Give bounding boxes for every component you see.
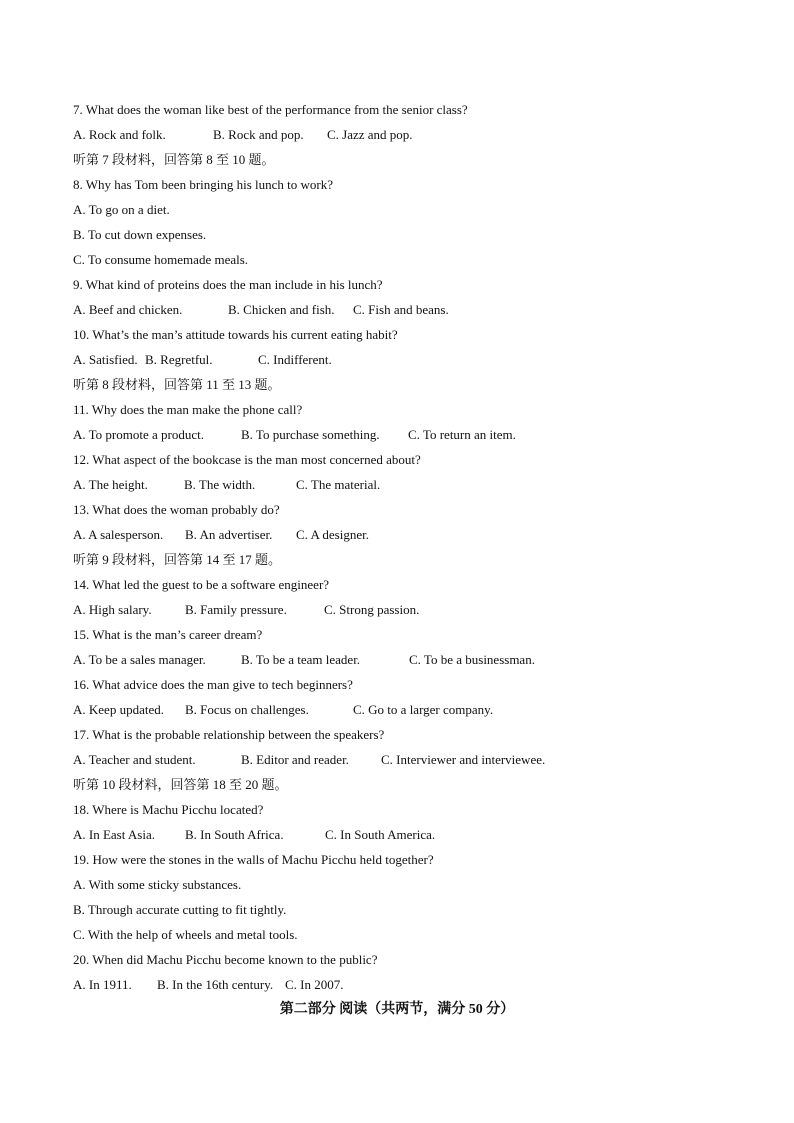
question-line: 7. What does the woman like best of the performance from the senior class?: [73, 102, 468, 117]
answer-option: C. Go to a larger company.: [353, 702, 494, 717]
question-line: C. To consume homemade meals.: [73, 252, 249, 267]
answer-option: B. To purchase something.: [241, 427, 380, 442]
question-line: 20. When did Machu Picchu become known to the public?: [73, 952, 378, 967]
answer-option: C. Strong passion.: [324, 602, 420, 617]
question-line: A. With some sticky substances.: [73, 877, 242, 892]
answer-option: B. Chicken and fish.: [228, 302, 335, 317]
answer-option: A. Beef and chicken.: [73, 302, 183, 317]
question-line: B. To cut down expenses.: [73, 227, 207, 242]
question-line: 10. What’s the man’s attitude towards his current eating habit?: [73, 327, 398, 342]
question-line: 听第 10 段材料，回答第 18 至 20 题。: [73, 777, 288, 792]
answer-option: A. Keep updated.: [73, 702, 164, 717]
answer-option: B. The width.: [184, 477, 256, 492]
question-line: 19. How were the stones in the walls of Machu Picchu held together?: [73, 852, 434, 867]
answer-options: [73, 972, 753, 997]
answer-option: A. Satisfied.: [73, 352, 138, 367]
question-line: 9. What kind of proteins does the man include in his lunch?: [73, 277, 383, 292]
question-line: 14. What led the guest to be a software engineer?: [73, 577, 330, 592]
answer-option: B. Family pressure.: [185, 602, 287, 617]
answer-option: C. Fish and beans.: [353, 302, 449, 317]
answer-option: C. The material.: [296, 477, 381, 492]
question-line: 13. What does the woman probably do?: [73, 502, 280, 517]
answer-option: A. Rock and folk.: [73, 127, 166, 142]
answer-option: A. A salesperson.: [73, 527, 164, 542]
answer-options: [73, 697, 753, 722]
answer-options: [73, 597, 753, 622]
answer-option: B. Regretful.: [145, 352, 213, 367]
question-line: 听第 8 段材料，回答第 11 至 13 题。: [73, 377, 281, 392]
question-line: 听第 7 段材料，回答第 8 至 10 题。: [73, 152, 275, 167]
section-heading: 第二部分 阅读（共两节，满分 50 分）: [279, 1002, 515, 1017]
answer-option: C. Indifferent.: [258, 352, 332, 367]
answer-option: C. In South America.: [325, 827, 436, 842]
question-line: B. Through accurate cutting to fit tightly.: [73, 902, 287, 917]
answer-options: [73, 472, 753, 497]
answer-option: A. To be a sales manager.: [73, 652, 206, 667]
answer-options: [73, 347, 753, 372]
answer-options: [73, 747, 753, 772]
question-list: [73, 97, 753, 997]
answer-option: C. To return an item.: [408, 427, 516, 442]
answer-option: C. To be a businessman.: [409, 652, 535, 667]
answer-option: B. Focus on challenges.: [185, 702, 309, 717]
answer-option: B. In the 16th century.: [157, 977, 274, 992]
answer-option: C. Jazz and pop.: [327, 127, 413, 142]
question-line: 听第 9 段材料，回答第 14 至 17 题。: [73, 552, 282, 567]
question-line: 8. Why has Tom been bringing his lunch to work?: [73, 177, 334, 192]
question-line: C. With the help of wheels and metal tools.: [73, 927, 298, 942]
answer-option: B. In South Africa.: [185, 827, 284, 842]
answer-options: [73, 297, 753, 322]
question-line: 18. Where is Machu Picchu located?: [73, 802, 264, 817]
question-line: 17. What is the probable relationship between the speakers?: [73, 727, 385, 742]
answer-options: [73, 822, 753, 847]
answer-option: B. Rock and pop.: [213, 127, 304, 142]
question-line: A. To go on a diet.: [73, 202, 170, 217]
question-line: 11. Why does the man make the phone call?: [73, 402, 303, 417]
answer-option: A. In 1911.: [73, 977, 132, 992]
answer-options: [73, 122, 753, 147]
question-line: 15. What is the man’s career dream?: [73, 627, 263, 642]
answer-option: B. Editor and reader.: [241, 752, 349, 767]
answer-option: A. To promote a product.: [73, 427, 204, 442]
answer-option: A. Teacher and student.: [73, 752, 196, 767]
answer-options: [73, 522, 753, 547]
question-line: 16. What advice does the man give to tech beginners?: [73, 677, 353, 692]
answer-options: [73, 422, 753, 447]
answer-option: A. In East Asia.: [73, 827, 155, 842]
answer-options: [73, 647, 753, 672]
answer-option: C. A designer.: [296, 527, 369, 542]
answer-option: B. An advertiser.: [185, 527, 273, 542]
answer-option: A. High salary.: [73, 602, 152, 617]
answer-option: C. Interviewer and interviewee.: [381, 752, 546, 767]
answer-option: A. The height.: [73, 477, 148, 492]
question-line: 12. What aspect of the bookcase is the man most concerned about?: [73, 452, 421, 467]
answer-option: B. To be a team leader.: [241, 652, 361, 667]
answer-option: C. In 2007.: [285, 977, 344, 992]
